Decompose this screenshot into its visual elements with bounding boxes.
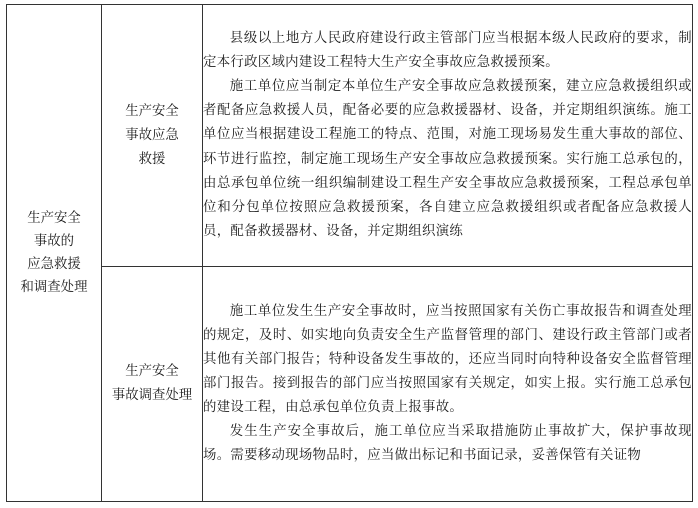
topic-line: 救援 bbox=[138, 151, 166, 167]
content-cell-accident-investigation bbox=[203, 267, 693, 502]
content-paragraph: 施工单位发生生产安全事故时，应当按照国家有关伤亡事故报告和调查处理的规定，及时、如实地向负责安全生产监督管理的部门、建设行政主管部门或者其他有关部门报告；特种设备发生事故的，还应当同时向特种设备安全监督管理部门报告。接到报告的部门应当按照国家有关规定，如实上报。实行施工总承包的建设工程，由总承包单位负责上报事故。 bbox=[203, 303, 692, 416]
topic-line: 生产安全 bbox=[125, 364, 179, 379]
topic-line: 事故调查处理 bbox=[111, 388, 193, 403]
topic-line: 事故应急 bbox=[125, 127, 179, 143]
topic-cell-emergency-rescue bbox=[102, 5, 203, 267]
topic-line: 生产安全 bbox=[125, 103, 179, 119]
category-cell bbox=[7, 5, 102, 502]
category-line: 生产安全 bbox=[27, 211, 81, 226]
content-paragraph: 县级以上地方人民政府建设行政主管部门应当根据本级人民政府的要求，制定本行政区域内建设工程特大生产安全事故应急救援预案。 bbox=[203, 31, 692, 71]
category-line: 事故的 bbox=[33, 234, 75, 249]
content-paragraph: 施工单位应当制定本单位生产安全事故应急救援预案，建立应急救援组织或者配备应急救援人员，配备必要的应急救援器材、设备，并定期组织演练。施工单位应当根据建设工程施工的特点、范围，对施工现场易发生重大事故的部位、环节进行监控，制定施工现场生产安全事故应急救援预案。实行施工总承包的，由总承包单位统一组织编制建设工程生产安全事故应急救援预案，工程总承包单位和分包单位按照应急救援预案，各自建立应急救援组织或者配备应急救援人员，配备救援器材、设备，并定期组织演练 bbox=[203, 79, 692, 239]
table-row bbox=[7, 5, 693, 267]
content-paragraph: 发生生产安全事故后，施工单位应当采取措施防止事故扩大，保护事故现场。需要移动现场物品时，应当做出标记和书面记录，妥善保管有关证物 bbox=[203, 424, 692, 464]
regulation-table bbox=[6, 4, 693, 502]
topic-cell-accident-investigation bbox=[102, 267, 203, 502]
content-cell-emergency-rescue bbox=[203, 5, 693, 267]
category-line: 应急救援 bbox=[27, 257, 81, 272]
table-row bbox=[7, 267, 693, 502]
category-line: 和调查处理 bbox=[20, 280, 88, 295]
